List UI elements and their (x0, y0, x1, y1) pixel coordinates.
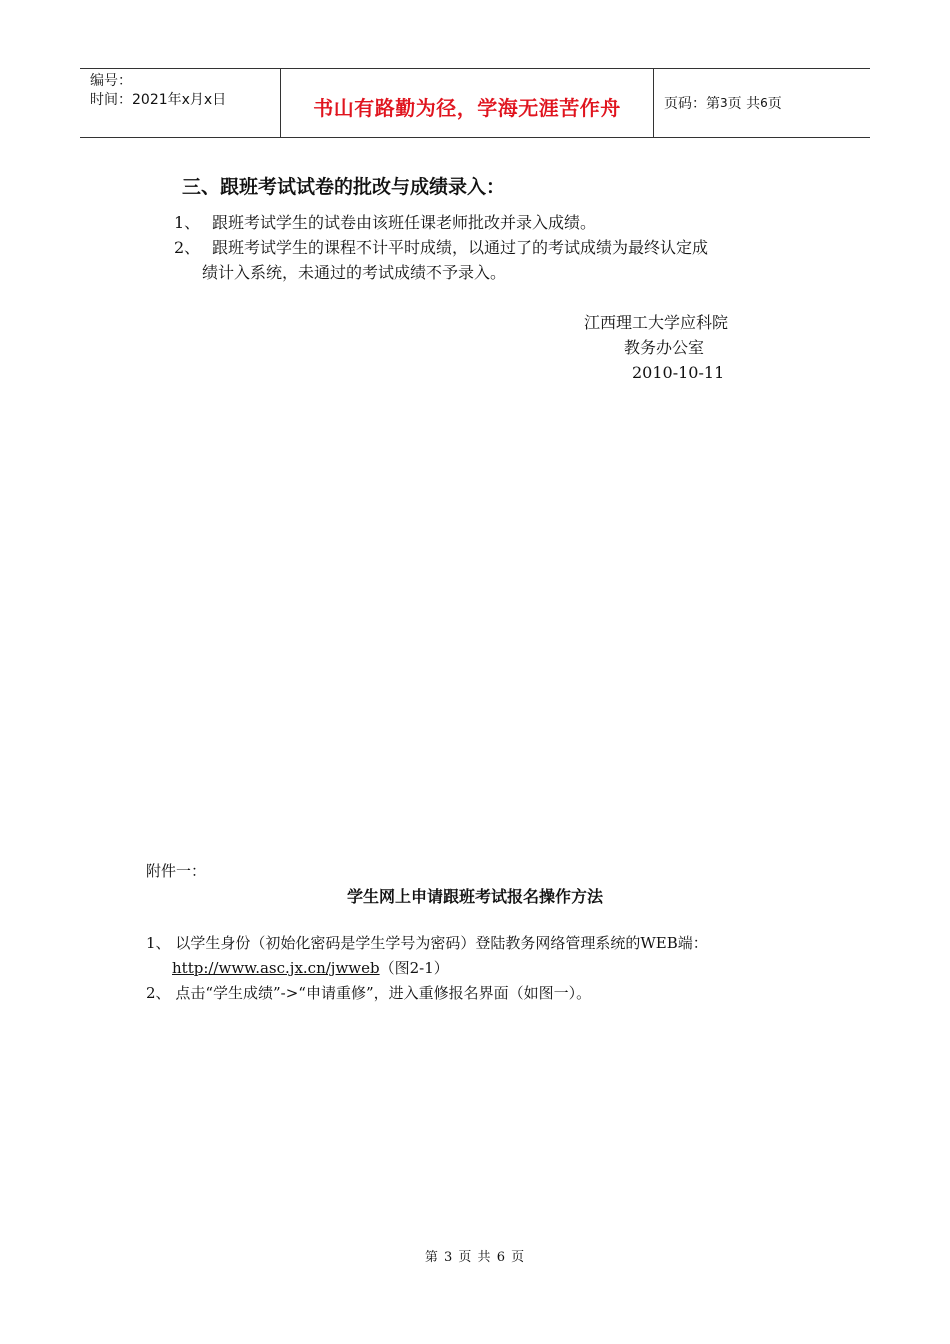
number-label: 编号： (90, 73, 132, 89)
list-item (174, 210, 596, 236)
signature-date: 2010-10-11 (632, 363, 725, 382)
signature-office: 教务办公室 (624, 338, 705, 357)
item-text: 跟班考试学生的课程不计平时成绩，以通过了的考试成绩为最终认定成 (212, 238, 709, 257)
header-page-cell (654, 69, 870, 137)
step-text: 点击“学生成绩”->“申请重修”，进入重修报名界面（如图一）。 (175, 984, 592, 1002)
page-total: 6 (760, 96, 768, 110)
step-item (146, 931, 708, 956)
annex-label: 附件一： (146, 862, 207, 880)
annex-title: 学生网上申请跟班考试报名操作方法 (346, 887, 603, 906)
step-link-line (172, 956, 449, 981)
page-header (80, 68, 870, 138)
step-number: 2、 (146, 984, 171, 1002)
header-motto: 书山有路勤为径，学海无涯苦作舟 (281, 69, 654, 137)
header-info-cell (80, 69, 281, 137)
step-item (146, 981, 591, 1006)
page-current: 3 (720, 96, 728, 110)
jwweb-link[interactable]: http://www.asc.jx.cn/jwweb (172, 959, 380, 977)
item-number: 1、 (174, 213, 201, 232)
time-label: 时间：2021年x月x日 (90, 92, 227, 108)
list-item (174, 235, 708, 261)
page-suffix: 页 (767, 96, 782, 112)
signature-org: 江西理工大学应科院 (584, 313, 729, 332)
item-number: 2、 (174, 238, 201, 257)
section-title: 三、跟班考试试卷的批改与成绩录入： (182, 176, 506, 198)
page-prefix: 页码：第 (664, 96, 720, 112)
page-mid: 页 共 (727, 96, 761, 112)
item-text: 跟班考试学生的试卷由该班任课老师批改并录入成绩。 (212, 213, 597, 232)
page-footer: 第 3 页 共 6 页 (424, 1250, 526, 1265)
item-continuation: 绩计入系统，未通过的考试成绩不予录入。 (202, 263, 507, 282)
figure-ref: （图2-1） (379, 959, 449, 977)
step-number: 1、 (146, 934, 171, 952)
step-text: 以学生身份（初始化密码是学生学号为密码）登陆教务网络管理系统的WEB端： (175, 934, 708, 952)
